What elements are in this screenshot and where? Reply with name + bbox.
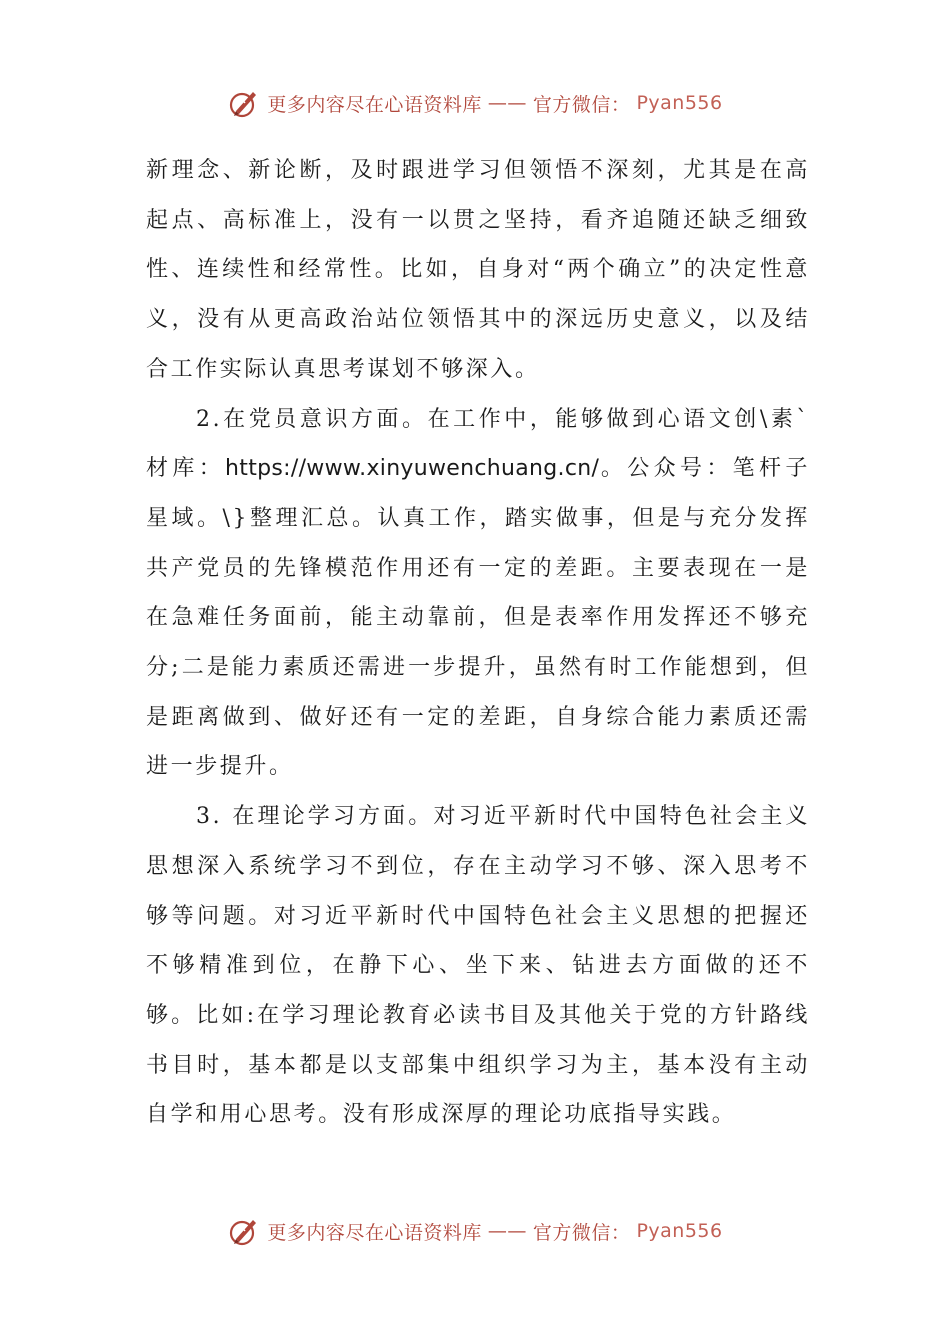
watermark-text: 更多内容尽在心语资料库 [267,93,482,116]
header-watermark [0,86,950,120]
document-body [146,146,810,1140]
pen-circle-icon [227,86,261,120]
watermark-separator: —— [487,1220,527,1242]
paragraph-1: 新理念、新论断，及时跟进学习但领悟不深刻，尤其是在高起点、高标准上，没有一以贯之坚持，看齐追随还缺乏细致性、连续性和经常性。比如，自身对“两个确立”的决定性意义，没有从更高政治站位领悟其中的深远历史意义，以及结合工作实际认真思考谋划不够深入。 [146,158,810,382]
watermark-id: Pyan556 [636,1220,723,1242]
footer-watermark [0,1214,950,1248]
paragraph-2 [146,395,810,793]
pen-circle-icon [227,1214,261,1248]
paragraph-3: 3. 在理论学习方面。对习近平新时代中国特色社会主义思想深入系统学习不到位，存在主动学习不够、深入思考不够等问题。对习近平新时代中国特色社会主义思想的把握还不够精准到位，在静下心、坐下来、钻进去方面做的还不够。比如:在学习理论教育必读书目及其他关于党的方针路线书目时，基本都是以支部集中组织学习为主，基本没有主动自学和用心思考。没有形成深厚的理论功底指导实践。 [146,804,810,1128]
paragraph-2-text-before: 2.在党员意识方面。在工作中，能够做到心语文创\素`材库： [146,406,810,482]
watermark-label: 官方微信： [532,93,631,116]
paragraph-2-text-after: 。公众号：笔杆子星域。\}整理汇总。认真工作，踏实做事，但是与充分发挥共产党员的先锋模范作用还有一定的差距。主要表现在一是在急难任务面前，能主动靠前，但是表率作用发挥还不够充分;二是能力素质还需进一步提升，虽然有时工作能想到，但是距离做到、做好还有一定的差距，自身综合能力素质还需进一步提升。 [146,456,810,780]
watermark-text: 更多内容尽在心语资料库 [267,1221,482,1244]
watermark-separator: —— [487,92,527,114]
library-url: https://www.xinyuwenchuang.cn/ [225,456,600,482]
watermark-id: Pyan556 [636,92,723,114]
watermark-label: 官方微信： [532,1221,631,1244]
